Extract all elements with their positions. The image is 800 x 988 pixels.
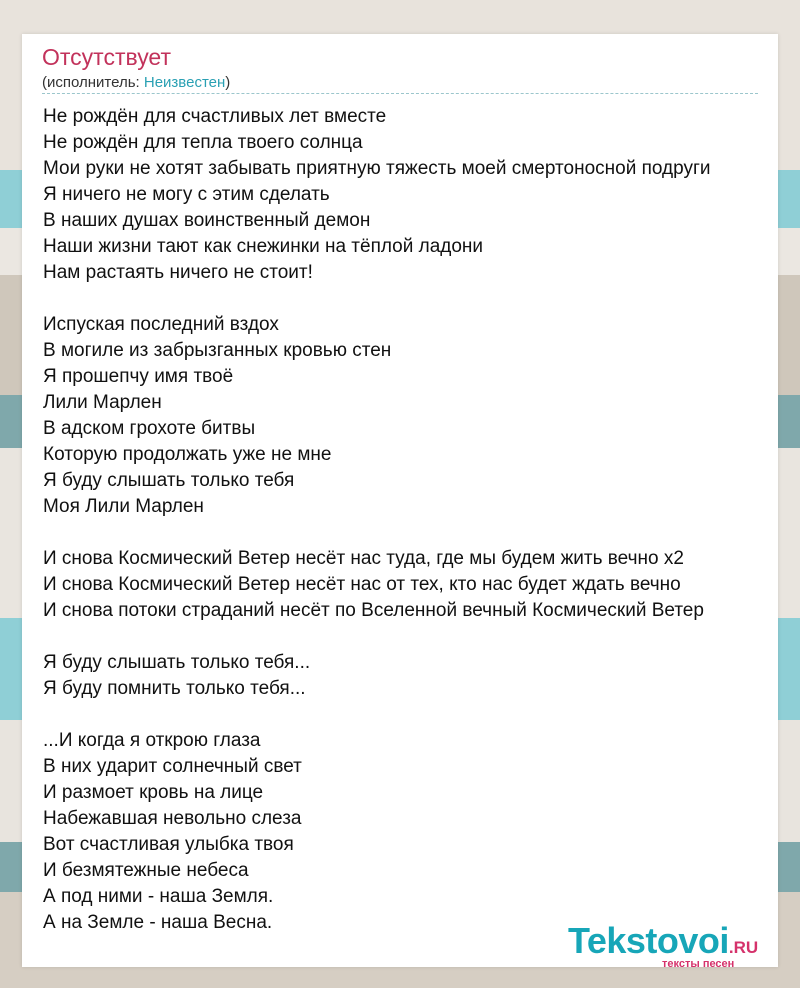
- stanza-gap: [43, 286, 773, 312]
- lyric-line: Лили Марлен: [43, 392, 162, 413]
- artist-suffix: ): [225, 74, 231, 91]
- lyric-line: В могиле из забрызганных кровью стен: [43, 340, 392, 361]
- lyrics-text: [43, 104, 773, 936]
- artist-link[interactable]: Неизвестен: [143, 74, 226, 91]
- lyric-line: Мои руки не хотят забывать приятную тяжесть моей смертоносной подруги: [43, 158, 711, 179]
- logo-subtitle: тексты песен: [662, 958, 735, 970]
- lyric-line: Я ничего не могу с этим сделать: [43, 184, 330, 205]
- site-logo[interactable]: [568, 920, 778, 970]
- lyric-line: В наших душах воинственный демон: [43, 210, 371, 231]
- lyric-line: Я прошепчу имя твоё: [43, 366, 234, 387]
- artist-line: [42, 74, 230, 91]
- stanza-gap: [43, 520, 773, 546]
- lyric-line: В них ударит солнечный свет: [43, 756, 302, 777]
- lyric-line: А под ними - наша Земля.: [43, 886, 274, 907]
- stanza-gap: [43, 702, 773, 728]
- lyric-line: Испуская последний вздох: [43, 314, 279, 335]
- lyric-line: Я буду слышать только тебя: [43, 470, 295, 491]
- logo-tld: .RU: [728, 938, 759, 957]
- lyric-line: Наши жизни тают как снежинки на тёплой ладони: [43, 236, 484, 257]
- lyric-line: В адском грохоте битвы: [43, 418, 256, 439]
- lyric-line: И снова потоки страданий несёт по Вселенной вечный Космический Ветер: [43, 600, 704, 621]
- lyric-line: Я буду помнить только тебя...: [43, 678, 306, 699]
- lyric-line: Моя Лили Марлен: [43, 496, 204, 517]
- logo-main-text: Tekstovoi: [568, 920, 729, 961]
- lyric-line: И безмятежные небеса: [43, 860, 249, 881]
- song-title: Отсутствует: [42, 44, 171, 70]
- lyric-line: И снова Космический Ветер несёт нас от тех, кто нас будет ждать вечно: [43, 574, 681, 595]
- lyric-line: Я буду слышать только тебя...: [43, 652, 311, 673]
- lyric-line: Не рождён для счастливых лет вместе: [43, 106, 387, 127]
- lyric-line: Которую продолжать уже не мне: [43, 444, 332, 465]
- lyric-line: ...И когда я открою глаза: [43, 730, 261, 751]
- artist-prefix: (исполнитель:: [42, 74, 144, 91]
- lyric-line: Набежавшая невольно слеза: [43, 808, 302, 829]
- lyric-line: И снова Космический Ветер несёт нас туда, где мы будем жить вечно x2: [43, 548, 684, 569]
- lyric-line: Нам растаять ничего не стоит!: [43, 262, 313, 283]
- stanza-gap: [43, 624, 773, 650]
- lyric-line: Вот счастливая улыбка твоя: [43, 834, 294, 855]
- lyric-line: А на Земле - наша Весна.: [43, 912, 273, 933]
- logo-wordmark: [568, 920, 758, 962]
- lyrics-card: [22, 34, 778, 970]
- lyric-line: Не рождён для тепла твоего солнца: [43, 132, 363, 153]
- lyric-line: И размоет кровь на лице: [43, 782, 264, 803]
- title-divider: [42, 93, 758, 94]
